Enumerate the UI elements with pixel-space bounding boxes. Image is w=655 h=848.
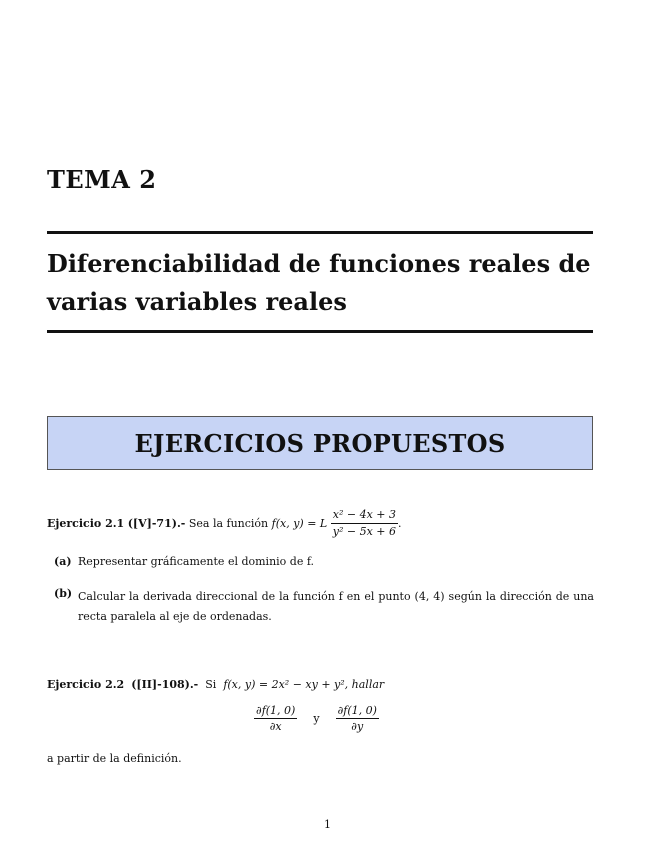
item-label: (b) [54, 587, 73, 600]
exercise-source: ([V]-71).- [127, 516, 186, 530]
exercise-2-2 [47, 678, 607, 692]
fraction-denominator: ∂y [351, 720, 364, 733]
exercise-source: ([II]-108).- [131, 678, 199, 691]
fraction-numerator: ∂f(1, 0) [337, 704, 377, 717]
exercise-item-b [54, 587, 594, 623]
function-def: f(x, y) = L [271, 516, 328, 530]
exercise-closing-text: a partir de la definición. [47, 752, 182, 765]
item-text: Calcular la derivada direccional de la función f en el punto (4, 4) según la dirección de una recta paralela al eje de ordenadas. [78, 590, 594, 623]
chapter-heading: TEMA 2 [47, 165, 157, 194]
exercise-heading: Ejercicio 2.2 [47, 678, 125, 691]
exercise-item-a [54, 555, 594, 569]
exercises-banner [47, 416, 593, 470]
banner-label: EJERCICIOS PROPUESTOS [134, 428, 506, 458]
function-fraction [331, 508, 398, 539]
item-label: (a) [54, 555, 72, 568]
conjunction: y [313, 712, 320, 725]
item-text: Representar gráficamente el dominio de f. [78, 555, 315, 568]
fraction-numerator: x² − 4x + 3 [331, 508, 398, 524]
fraction-numerator: ∂f(1, 0) [256, 704, 296, 717]
function-def: f(x, y) = 2x² − xy + y², hallar [223, 678, 385, 691]
exercise-intro: Si [205, 678, 217, 691]
top-rule [47, 231, 593, 234]
exercise-2-1: Ejercicio 2.1 ([V]-71).- Sea la función f(x, y) = L $\frac{\text{x² − 4x + 3}}{\text{y² − 5x + 6}}$ . [47, 508, 402, 538]
page-number: 1 [324, 818, 331, 831]
partial-derivatives-display [254, 704, 379, 733]
chapter-title: Diferenciabilidad de funciones reales de varias variables reales [47, 249, 591, 316]
bottom-rule [47, 330, 593, 333]
exercise-heading: Ejercicio 2.1 [47, 516, 125, 530]
partial-y-fraction [336, 704, 379, 733]
fraction-denominator: y² − 5x + 6 [332, 525, 396, 538]
fraction-denominator: ∂x [269, 720, 282, 733]
exercise-intro: Sea la función [188, 516, 269, 530]
partial-x-fraction [254, 704, 297, 733]
